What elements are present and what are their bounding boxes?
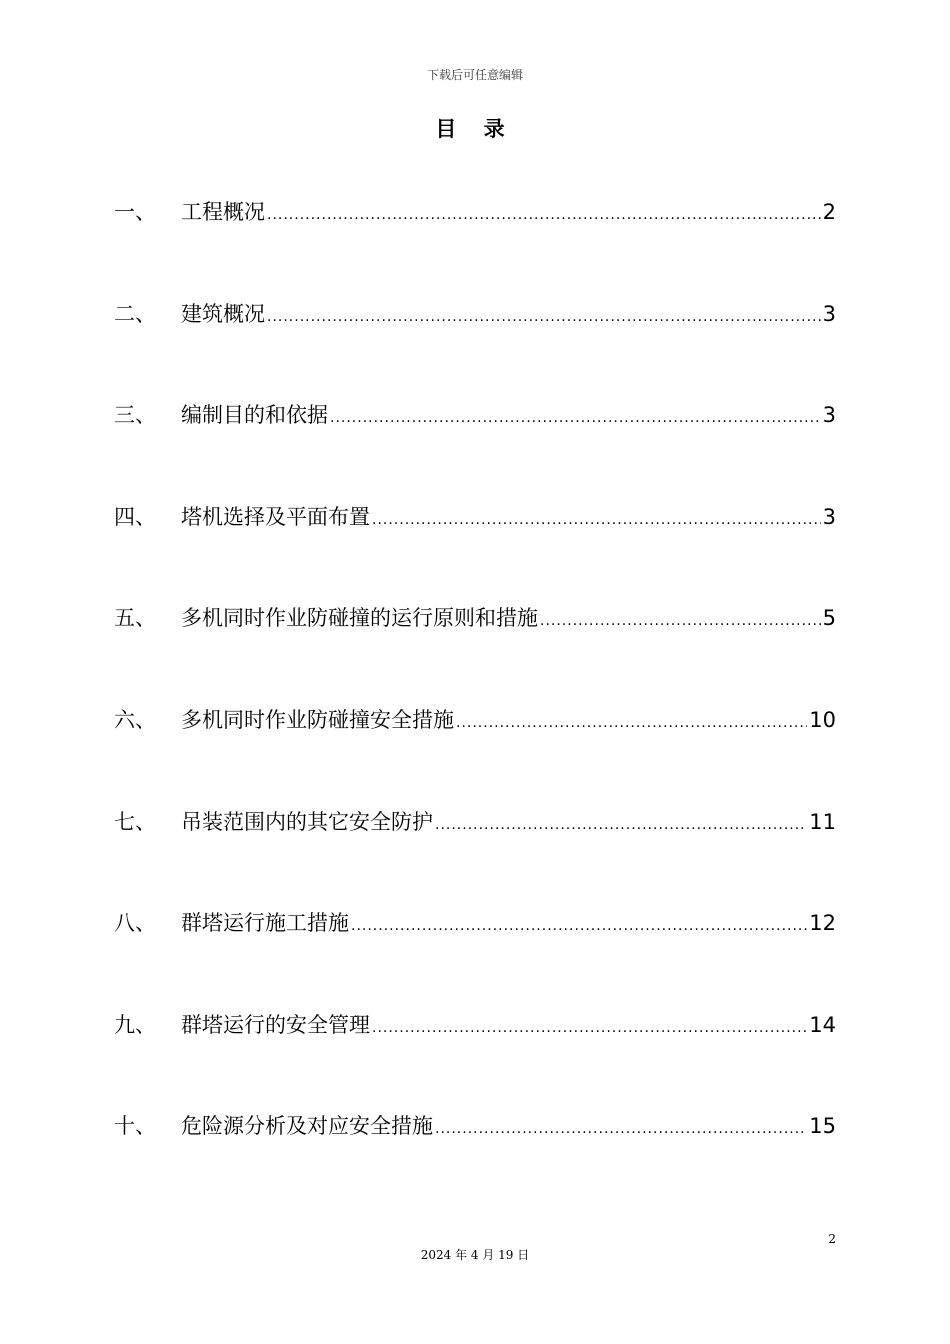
toc-entry-title: 编制目的和依据 <box>181 403 328 428</box>
toc-entry[interactable] <box>114 495 836 597</box>
toc-entry-page: 3 <box>822 504 836 529</box>
toc-entry-page: 10 <box>809 707 836 732</box>
toc-entry[interactable] <box>114 1003 836 1105</box>
toc-entry-number: 一、 <box>114 200 156 224</box>
toc-leader-dots <box>267 292 821 339</box>
toc-entry-page: 14 <box>809 1012 836 1037</box>
toc-entry-page: 11 <box>809 809 836 834</box>
toc-entry-page: 3 <box>822 301 836 326</box>
toc-entry-number: 二、 <box>114 301 156 326</box>
toc-entry-title: 工程概况 <box>181 200 265 224</box>
toc-leader-dots <box>435 1104 807 1151</box>
table-of-contents <box>114 190 836 1206</box>
toc-leader-dots <box>372 1003 807 1050</box>
toc-entry-number: 四、 <box>114 504 156 529</box>
page-header: 下载后可任意编辑 <box>426 68 523 82</box>
toc-entry-title: 多机同时作业防碰撞安全措施 <box>181 707 454 732</box>
toc-entry-page: 12 <box>809 911 836 936</box>
toc-entry-number: 八、 <box>114 911 156 936</box>
toc-entry-title: 群塔运行施工措施 <box>181 911 349 936</box>
toc-entry-title: 塔机选择及平面布置 <box>181 504 370 529</box>
toc-entry-title: 吊装范围内的其它安全防护 <box>181 809 433 834</box>
toc-entry[interactable] <box>114 190 836 292</box>
toc-entry-title: 多机同时作业防碰撞的运行原则和措施 <box>181 606 538 631</box>
toc-title: 目 录 <box>435 117 515 141</box>
toc-leader-dots <box>456 698 807 745</box>
toc-entry[interactable] <box>114 800 836 902</box>
toc-entry-title: 建筑概况 <box>181 301 265 326</box>
toc-entry-title: 群塔运行的安全管理 <box>181 1012 370 1037</box>
toc-entry[interactable] <box>114 393 836 495</box>
toc-entry[interactable] <box>114 1104 836 1206</box>
toc-leader-dots <box>330 393 821 440</box>
toc-entry[interactable] <box>114 596 836 698</box>
toc-entry-number: 六、 <box>114 707 156 732</box>
toc-entry[interactable] <box>114 292 836 394</box>
toc-entry[interactable] <box>114 901 836 1003</box>
page-number: 2 <box>828 1232 836 1246</box>
toc-entry-title: 危险源分析及对应安全措施 <box>181 1114 433 1139</box>
footer-date: 2024 年 4 月 19 日 <box>420 1248 530 1262</box>
toc-leader-dots <box>372 495 821 542</box>
toc-leader-dots <box>267 190 821 237</box>
toc-entry-number: 十、 <box>114 1114 156 1139</box>
toc-entry-page: 3 <box>822 403 836 428</box>
toc-leader-dots <box>540 596 821 643</box>
toc-leader-dots <box>435 800 807 847</box>
toc-leader-dots <box>351 901 807 948</box>
toc-entry-page: 2 <box>822 200 836 224</box>
toc-entry-number: 七、 <box>114 809 156 834</box>
toc-entry-page: 5 <box>822 606 836 631</box>
toc-entry-number: 三、 <box>114 403 156 428</box>
toc-entry-number: 五、 <box>114 606 156 631</box>
toc-entry-number: 九、 <box>114 1012 156 1037</box>
toc-entry[interactable] <box>114 698 836 800</box>
toc-entry-page: 15 <box>809 1114 836 1139</box>
